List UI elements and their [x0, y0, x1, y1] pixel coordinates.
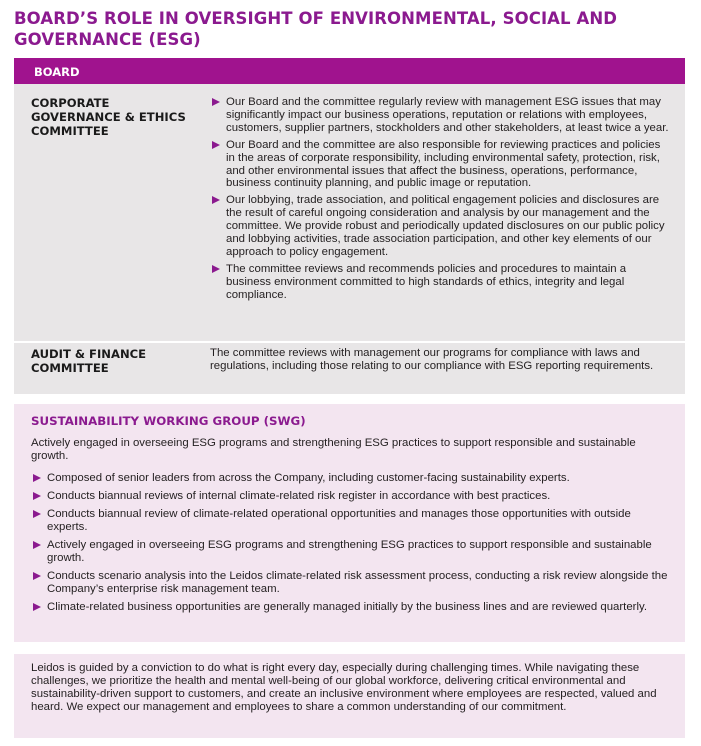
- list-item: Our Board and the committee are also responsible for reviewing practices and policies in the areas of corporate responsibility, including environmental safety, protection, risk, and other environmental issues that affect the business, operations, performance, business continuity planning, and public image or reputation.: [210, 139, 672, 191]
- committee-divider: [14, 341, 685, 343]
- committee-name-audit: AUDIT & FINANCE COMMITTEE: [31, 347, 147, 375]
- triangle-bullet-icon: [33, 572, 41, 580]
- page-title: BOARD’S ROLE IN OVERSIGHT OF ENVIRONMENTAL, SOCIAL AND GOVERNANCE (ESG): [14, 9, 618, 49]
- list-item: Our lobbying, trade association, and political engagement policies and disclosures are the result of careful ongoing consideration and analysis by our management and the committee. We provide robust and periodically updated disclosures on our public policy and lobbying activities, trade association participation, and other key elements of our approach to policy engagement.: [210, 194, 672, 259]
- swg-intro: Actively engaged in overseeing ESG programs and strengthening ESG practices to support responsible and sustainable growth.: [31, 437, 636, 462]
- triangle-bullet-icon: [212, 196, 220, 204]
- closing-text: Leidos is guided by a conviction to do what is right every day, especially during challenging times. While navigating these challenges, we prioritize the health and mental well-being of our global workforce, delivering critical environmental and sustainability-driven support to customers, and create an inclusive environment where employees are respected, valued and heard. We expect our management and employees to share a common understanding of our commitment.: [31, 662, 657, 713]
- board-header-label: BOARD: [34, 65, 80, 79]
- triangle-bullet-icon: [33, 541, 41, 549]
- triangle-bullet-icon: [212, 141, 220, 149]
- list-item: Composed of senior leaders from across the Company, including customer-facing sustainability experts.: [31, 472, 671, 485]
- triangle-bullet-icon: [212, 98, 220, 106]
- list-item: Conducts biannual review of climate-related operational opportunities and manages those opportunities with outside experts.: [31, 508, 671, 534]
- board-header-bar: [14, 58, 685, 84]
- list-item: Our Board and the committee regularly review with management ESG issues that may significantly impact our business operations, reputation or relations with employees, customers, supplier partners, stockholders and other stakeholders, at least twice a year.: [210, 96, 672, 135]
- swg-bullet-list: [31, 472, 671, 619]
- list-item: Climate-related business opportunities are generally managed initially by the business lines and are reviewed quarterly.: [31, 601, 671, 614]
- triangle-bullet-icon: [33, 603, 41, 611]
- audit-committee-text: The committee reviews with management our programs for compliance with laws and regulations, including those relating to our compliance with ESG reporting requirements.: [210, 347, 654, 372]
- list-item: Conducts biannual reviews of internal climate-related risk register in accordance with best practices.: [31, 490, 671, 503]
- triangle-bullet-icon: [33, 510, 41, 518]
- list-item: Actively engaged in overseeing ESG programs and strengthening ESG practices to support responsible and sustainable growth.: [31, 539, 671, 565]
- triangle-bullet-icon: [33, 492, 41, 500]
- triangle-bullet-icon: [212, 265, 220, 273]
- list-item: Conducts scenario analysis into the Leidos climate-related risk assessment process, conducting a risk review alongside the Company’s enterprise risk management team.: [31, 570, 671, 596]
- governance-bullet-list: [210, 96, 672, 306]
- list-item: The committee reviews and recommends policies and procedures to maintain a business environment committed to high standards of ethics, integrity and legal compliance.: [210, 263, 672, 302]
- swg-title: SUSTAINABILITY WORKING GROUP (SWG): [31, 414, 306, 428]
- triangle-bullet-icon: [33, 474, 41, 482]
- committee-name-governance: CORPORATE GOVERNANCE & ETHICS COMMITTEE: [31, 96, 186, 138]
